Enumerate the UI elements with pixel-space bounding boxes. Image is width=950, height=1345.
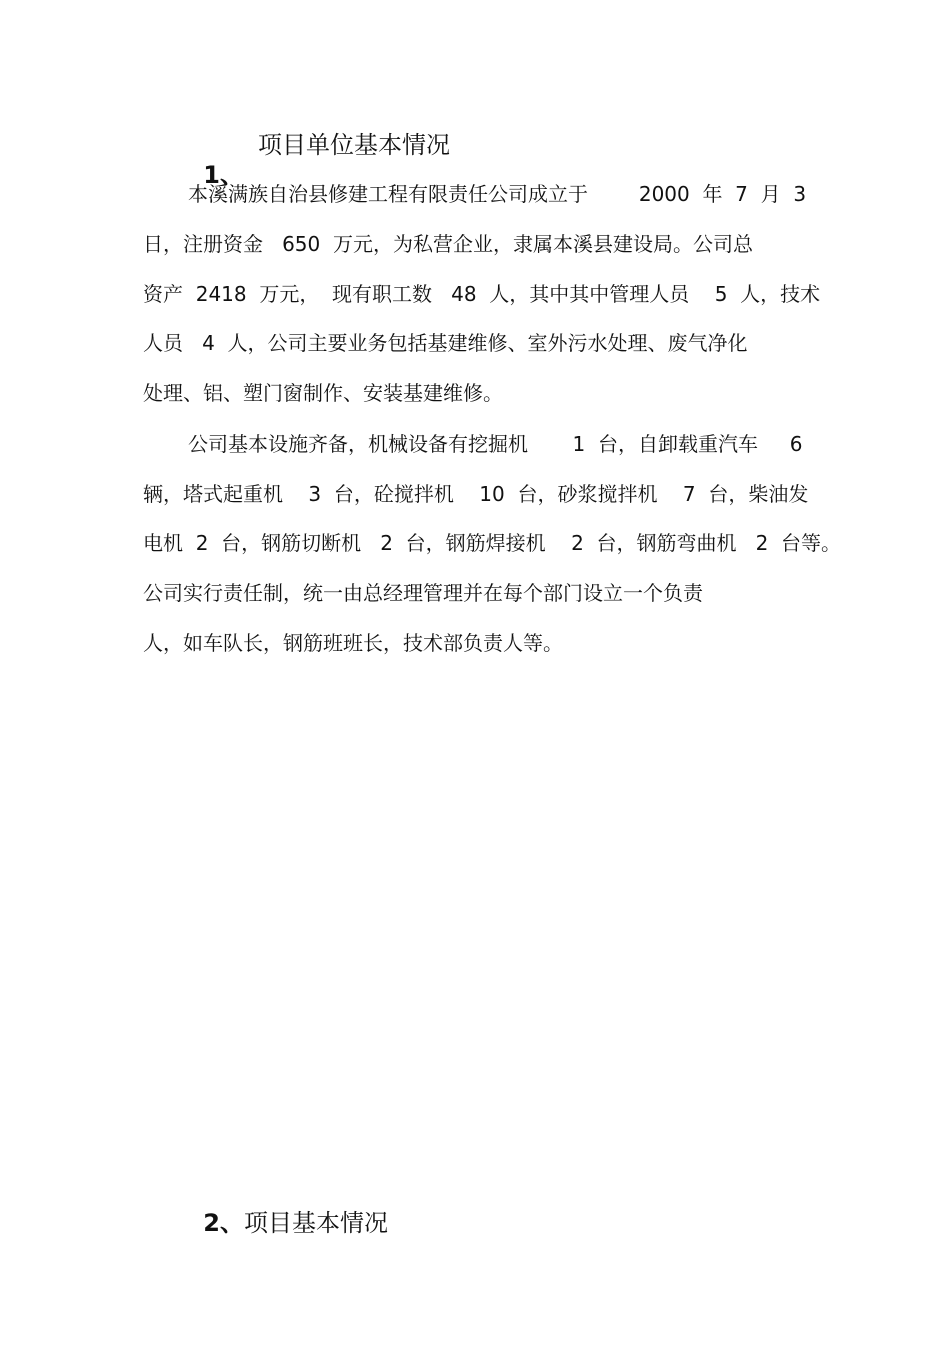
paragraph-2-line-4: 公司实行责任制，统一由总经理管理并在每个部门设立一个负责 bbox=[143, 581, 703, 605]
paragraph-1-line-2: 日，注册资金 650 万元，为私营企业，隶属本溪县建设局。公司总 bbox=[143, 232, 753, 256]
paragraph-1-line-4: 人员 4 人，公司主要业务包括基建维修、室外污水处理、废气净化 bbox=[143, 331, 748, 355]
paragraph-2-line-3: 电机 2 台，钢筋切断机 2 台，钢筋焊接机 2 台，钢筋弯曲机 2 台等。 bbox=[143, 531, 842, 555]
section-1-title: 项目单位基本情况 bbox=[258, 131, 450, 159]
section-1-number: 1、 bbox=[203, 161, 244, 189]
paragraph-1-line-1: 本溪满族自治县修建工程有限责任公司成立于 2000 年 7 月 3 bbox=[188, 182, 807, 206]
paragraph-1-line-3: 资产 2418 万元， 现有职工数 48 人，其中其中管理人员 5 人，技术 bbox=[143, 282, 821, 306]
paragraph-2-line-1: 公司基本设施齐备，机械设备有挖掘机 1 台，自卸载重汽车 6 bbox=[188, 432, 803, 456]
section-2-number: 2、 bbox=[203, 1209, 244, 1237]
section-2-title: 项目基本情况 bbox=[243, 1209, 388, 1237]
paragraph-1-line-5: 处理、铝、塑门窗制作、安装基建维修。 bbox=[143, 381, 503, 405]
paragraph-2-line-5: 人，如车队长，钢筋班班长，技术部负责人等。 bbox=[143, 631, 563, 655]
paragraph-2-line-2: 辆，塔式起重机 3 台，砼搅拌机 10 台，砂浆搅拌机 7 台，柴油发 bbox=[143, 482, 809, 506]
section-2-heading bbox=[188, 1178, 388, 1238]
